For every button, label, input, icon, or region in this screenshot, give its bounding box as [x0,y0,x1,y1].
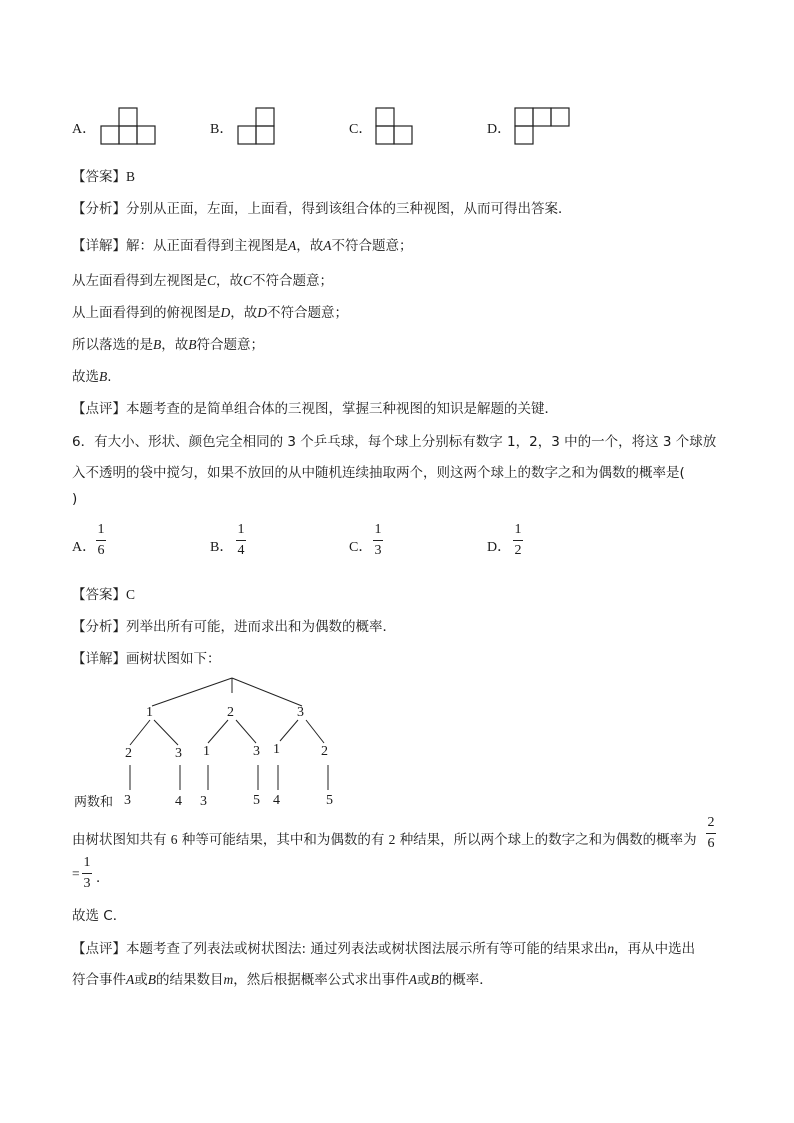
tree-node-l2: 2 [321,744,328,759]
q6-conclusion-line1 [72,828,697,848]
q6-option-b-label: B． [210,540,234,555]
math-var: A [126,972,135,987]
detail-text: ，故 [230,305,258,321]
tree-sum: 5 [326,793,333,808]
math-var: n [607,941,615,956]
outcome-count: 6 [170,832,178,847]
denominator: 3 [83,876,91,891]
detail-text: ，故 [216,273,244,289]
answer-tag: 【答案】 [72,587,126,603]
denominator: 6 [97,543,105,558]
denominator: 4 [237,543,245,558]
numerator: 2 [707,815,715,830]
comment-tag: 【点评】 [72,941,126,957]
math-var: B [99,369,108,384]
math-var: B [188,337,197,352]
tree-node-l2: 2 [125,746,132,761]
detail-text: 从上面看得到的俯视图是 [72,305,221,321]
comment-text: 或 [134,972,148,988]
detail-text: 故选 [72,369,99,385]
detail-text: 画树状图如下： [126,651,221,667]
tree-node-l1: 3 [297,705,304,720]
detail-tag: 【详解】 [72,651,126,667]
comment-text: ，然后根据概率公式求出事件 [233,972,409,988]
q6-stem-line2: 入不透明的袋中搅匀，如果不放回的从中随机连续抽取两个，则这两个球上的数字之和为偶数的概率是( [72,465,685,481]
tree-sum: 3 [200,794,207,809]
detail-text: 所以落选的是 [72,337,153,353]
numerator: 1 [374,522,382,537]
q6-option-c-label: C． [349,540,373,555]
tree-node-l2: 1 [273,742,280,757]
tree-node-l1: 2 [227,705,234,720]
option-b-label: B． [210,122,234,137]
fraction-bar [706,833,716,834]
fraction-bar [82,873,92,874]
tree-sums-label: 两数和 [74,795,114,810]
math-var: m [223,972,234,987]
detail-text: 不符合题意； [331,238,413,254]
math-var: D [220,305,231,320]
comment-tag: 【点评】 [72,401,126,417]
answer-text: B [126,169,136,184]
math-var: A [323,238,332,253]
numerator: 1 [514,522,522,537]
comment-text: 本题考查的是简单组合体的三视图，掌握三种视图的知识是解题的关键． [126,401,558,417]
tree-edge [306,720,324,743]
detail-text: 不符合题意； [252,273,334,289]
even-count: 2 [388,832,396,847]
analysis-tag: 【分析】 [72,201,126,217]
math-var: B [153,337,162,352]
q6-comment-line2 [72,968,493,988]
result-fraction-1-3 [82,855,92,892]
tree-node-l2: 1 [203,744,210,759]
numerator: 1 [97,522,105,537]
equals-sign: = [72,866,80,881]
math-var: B [147,972,156,987]
denominator: 6 [707,836,715,851]
detail-text: 从左面看得到左视图是 [72,273,207,289]
detail-text: 解：从正面看得到主视图是 [126,238,288,254]
math-var: B [430,972,439,987]
denominator: 3 [374,543,382,558]
tree-edge [236,720,256,743]
tree-edge [152,678,232,706]
comment-text: 的概率． [438,972,493,988]
detail-tag: 【详解】 [72,238,126,254]
tree-node-l2: 3 [253,744,260,759]
detail-text: ，故 [296,238,324,254]
comment-text: ，再从中选出 [614,941,696,957]
q6-comment-line1 [72,937,695,957]
tree-sum: 3 [124,793,131,808]
math-var: A [408,972,417,987]
q6-stem-line3: ) [72,491,78,507]
tree-edge [130,720,150,745]
detail-text: ，故 [161,337,189,353]
analysis-text: 分别从正面，左面，上面看，得到该组合体的三种视图，从而可得出答案． [126,201,572,217]
option-c-label: C． [349,122,373,137]
tree-node-l1: 1 [146,705,153,720]
comment-text: 的结果数目 [156,972,224,988]
tree-edge [280,720,298,741]
conclusion-text: 种结果，所以两个球上的数字之和为偶数的概率为 [399,832,697,848]
tree-sum: 5 [253,793,260,808]
math-var: D [257,305,267,320]
option-a-label: A． [72,122,97,137]
answer-text: C [126,587,136,602]
comment-text: 符合事件 [72,972,126,988]
option-d-label: D． [487,122,512,137]
q6-stem-line1: 6．有大小、形状、颜色完全相同的 3 个乒乓球，每个球上分别标有数字 1，2，3 中的一个，将这 3 个球放 [72,434,717,450]
answer-tag: 【答案】 [72,169,126,185]
analysis-tag: 【分析】 [72,619,126,635]
tree-edge [232,678,302,706]
detail-text: . [107,369,112,385]
math-var: C [207,273,217,288]
tree-node-l2: 3 [175,746,182,761]
result-fraction-2-6 [706,815,716,852]
conclusion-text: 由树状图知共有 [72,832,167,848]
detail-text: 不符合题意； [267,305,348,321]
denominator: 2 [514,543,522,558]
q6-choose: 故选 C． [72,908,127,924]
detail-text: 符合题意； [196,337,264,353]
comment-text: 本题考查了列表法或树状图法: 通过列表法或树状图法展示所有等可能的结果求出 [126,941,608,957]
tree-edge [154,720,178,745]
numerator: 1 [83,855,91,870]
tree-sum: 4 [273,793,280,808]
q6-option-d-label: D． [487,540,512,555]
numerator: 1 [237,522,245,537]
analysis-text: 列举出所有可能，进而求出和为偶数的概率． [126,619,396,635]
math-var: C [243,273,253,288]
conclusion-text: 种等可能结果，其中和为偶数的有 [181,832,385,848]
comment-text: 或 [417,972,431,988]
q6-option-a-label: A． [72,540,97,555]
sentence-end: ． [96,870,110,886]
tree-edge [208,720,228,743]
math-var: A [288,238,297,253]
tree-sum: 4 [175,794,182,809]
